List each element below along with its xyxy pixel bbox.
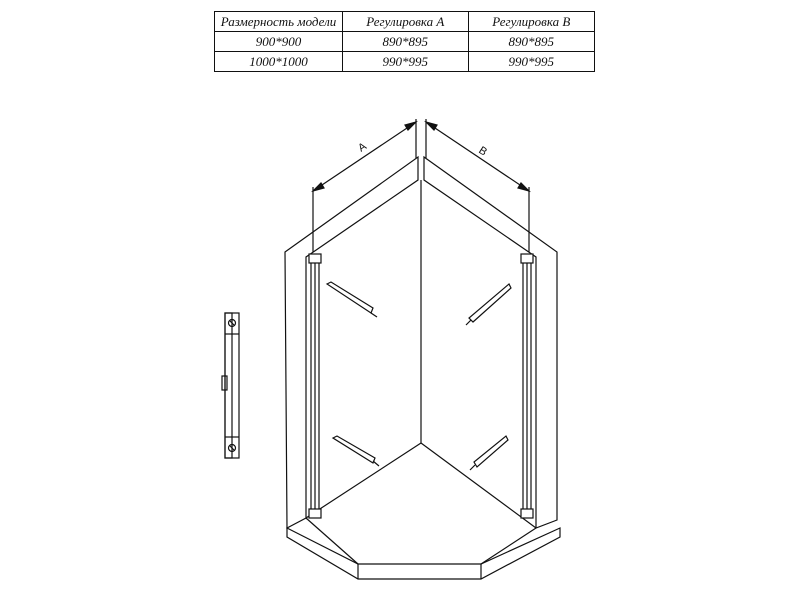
left-wall-frame <box>285 157 418 528</box>
screw-icon <box>470 436 508 470</box>
dimension-b-label: B <box>476 144 490 159</box>
screw-icon <box>327 282 377 317</box>
cell-adjustment-a: 890*895 <box>343 32 469 52</box>
dimension-a <box>313 119 416 252</box>
cell-adjustment-b: 990*995 <box>468 52 594 72</box>
cell-model-size: 900*900 <box>215 32 343 52</box>
left-hinge-profile <box>309 254 321 518</box>
cell-adjustment-a: 990*995 <box>343 52 469 72</box>
screw-icon <box>333 436 379 466</box>
header-adjustment-b: Регулировка B <box>468 12 594 32</box>
cell-adjustment-b: 890*895 <box>468 32 594 52</box>
shower-tray-base <box>287 528 560 579</box>
inner-corner-lines <box>306 180 536 564</box>
header-adjustment-a: Регулировка A <box>343 12 469 32</box>
screw-icon <box>466 284 511 325</box>
cell-model-size: 1000*1000 <box>215 52 343 72</box>
right-wall-frame <box>424 157 557 528</box>
right-hinge-profile <box>521 254 533 518</box>
header-model-size: Размерность модели <box>215 12 343 32</box>
dimension-b <box>426 119 529 252</box>
dimension-a-label: A <box>356 140 369 155</box>
wall-profile-detail <box>222 313 239 458</box>
